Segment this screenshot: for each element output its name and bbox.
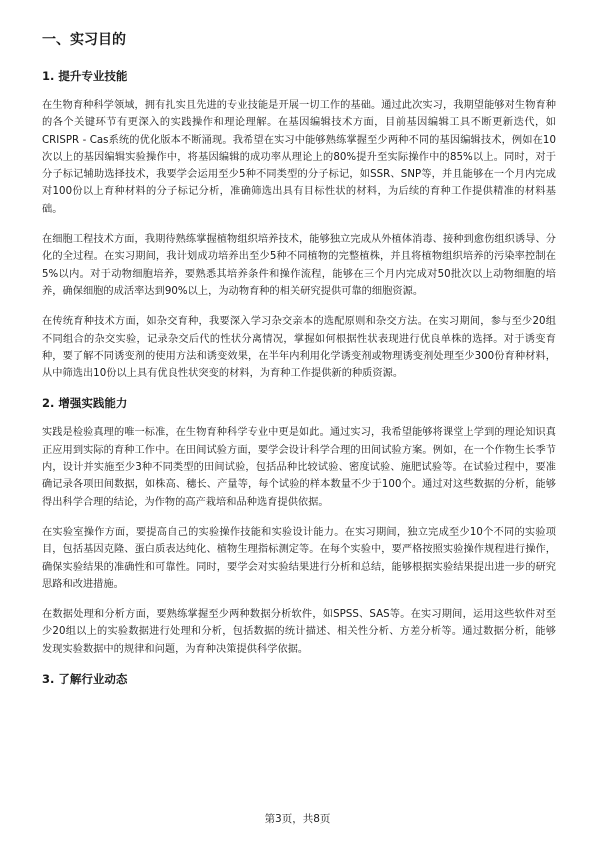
paragraph: 在数据处理和分析方面，要熟练掌握至少两种数据分析软件，如SPSS、SAS等。在实习期间，运用这些软件对至少20组以上的实验数据进行处理和分析，包括数据的统计描述、相关性分析、方差分析等。通过数据分析，能够发现实验数据中的规律和问题，为育种决策提供科学依据。: [42, 609, 556, 655]
section-title: 2. 增强实践能力: [42, 396, 128, 411]
paragraph: 在实验室操作方面，要提高自己的实验操作技能和实验设计能力。在实习期间，独立完成至少10个不同的实验项目，包括基因克隆、蛋白质表达纯化、植物生理指标测定等。在每个实验中，要严格按照实验操作规程进行操作，确保实验结果的准确性和可靠性。同时，要学会对实验结果进行分析和总结，能够根据实验结果提出进一步的研究思路和改进措施。: [42, 526, 556, 590]
section-industry: [42, 671, 556, 688]
chapter-heading: 一、实习目的: [42, 32, 126, 48]
document-page: [42, 30, 556, 700]
section-title: 3. 了解行业动态: [42, 672, 128, 687]
paragraph: 在传统育种技术方面，如杂交育种，我要深入学习杂交亲本的选配原则和杂交方法。在实习期间，参与至少20组不同组合的杂交实验，记录杂交后代的性状分离情况，掌握如何根据性状表现进行优良单株的选择。对于诱变育种，要了解不同诱变剂的使用方法和诱变效果，在半年内利用化学诱变剂或物理诱变剂处理至少300份育种材料，从中筛选出10份以上具有优良性状突变的材料，为育种工作提供新的种质资源。: [42, 316, 556, 380]
paragraph: 实践是检验真理的唯一标准，在生物育种科学专业中更是如此。通过实习，我希望能够将课堂上学到的理论知识真正应用到实际的育种工作中。在田间试验方面，要学会设计科学合理的田间试验方案。例如，在一个作物生长季节内，设计并实施至少3种不同类型的田间试验，包括品种比较试验、密度试验、施肥试验等。在试验过程中，要准确记录各项田间数据，如株高、穗长、产量等，每个试验的样本数量不少于100个。通过对这些数据的分析，能够得出科学合理的结论，为作物的高产栽培和品种选育提供依据。: [42, 427, 556, 508]
page-number: 第3页，共8页: [264, 813, 331, 825]
section-practice: [42, 395, 556, 658]
section-skills: [42, 68, 556, 382]
section-title: 1. 提升专业技能: [42, 69, 128, 83]
paragraph: 在细胞工程技术方面，我期待熟练掌握植物组织培养技术，能够独立完成从外植体消毒、接种到愈伤组织诱导、分化的全过程。在实习期间，我计划成功培养出至少5种不同植物的完整植株，并且将植物组织培养的污染率控制在5%以内。对于动物细胞培养，要熟悉其培养条件和操作流程，能够在三个月内完成对50批次以上动物细胞的培养，确保细胞的成活率达到90%以上，为动物育种的相关研究提供可靠的细胞资源。: [42, 234, 556, 297]
paragraph: 在生物育种科学领域，拥有扎实且先进的专业技能是开展一切工作的基础。通过此次实习，我期望能够对生物育种的各个关键环节有更深入的实践操作和理论理解。在基因编辑技术方面，目前基因编辑工具不断更新迭代，如CRISPR - Cas系统的优化版本不断涌现。我希望在实习中能够熟练掌握至少两种不同的基因编辑技术，例如在10次以上的基因编辑实验操作中，将基因编辑的成功率从理论上的80%提升至实际操作中的85%以上。同时，对于分子标记辅助选择技术，我要学会运用至少5种不同类型的分子标记，如SSR、SNP等，并且能够在一个月内完成对100份以上育种材料的分子标记分析，准确筛选出具有目标性状的材料，为后续的育种工作提供精准的材料基础。: [42, 100, 556, 215]
